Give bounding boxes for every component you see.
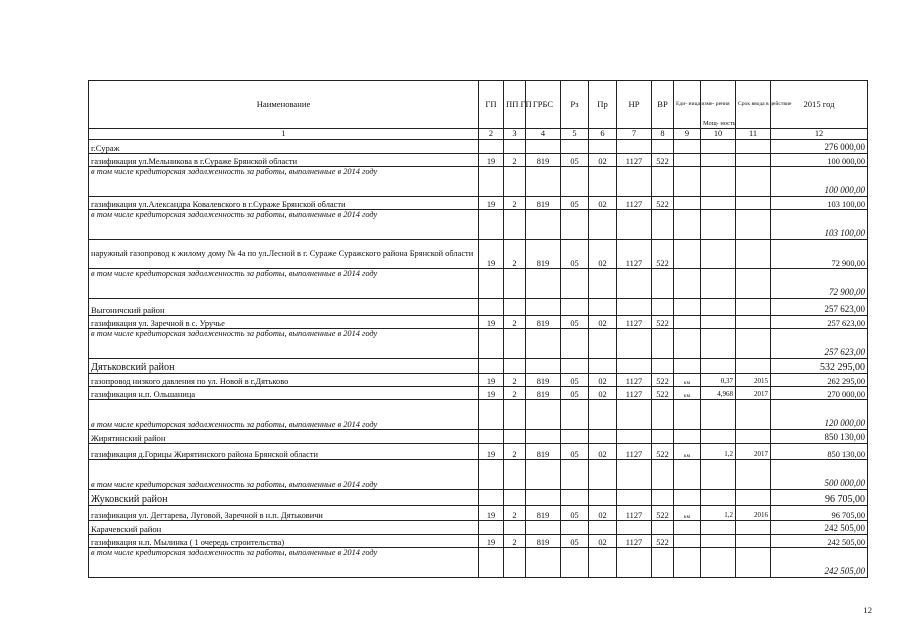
item-unit: км [674, 444, 701, 460]
item-name: газификация ул. Дегтарева, Луговой, Заречной в н.п. Дятьковичи [89, 506, 479, 521]
item-name: газификация н.п. Мылинка ( 1 очередь строительства) [89, 535, 479, 548]
item-term: 2016 [736, 506, 771, 521]
header-pr: Пр [589, 81, 617, 129]
item-unit: км [674, 374, 701, 387]
region-name: Карачевский район [89, 521, 479, 535]
item-ppgp: 2 [504, 535, 526, 548]
item-rz: 05 [561, 535, 589, 548]
region-row [89, 299, 868, 316]
column-number: 6 [589, 129, 617, 140]
item-ppgp: 2 [504, 197, 526, 210]
column-number: 4 [526, 129, 561, 140]
region-name: Дятьковский район [89, 359, 479, 374]
header-name: Наименование [89, 81, 479, 129]
item-capacity: 0,37 [701, 374, 736, 387]
item-term: 2015 [736, 374, 771, 387]
item-grbs: 819 [526, 506, 561, 521]
column-number: 10 [701, 129, 736, 140]
item-capacity: 4,968 [701, 387, 736, 400]
region-name: Жуковский район [89, 490, 479, 506]
table-row [89, 240, 868, 269]
region-name: Выгоничский район [89, 299, 479, 316]
item-grbs: 819 [526, 154, 561, 167]
item-name: газификация ул.Александра Ковалевского в г.Сураже Брянской области [89, 197, 479, 210]
item-vr: 522 [652, 535, 674, 548]
item-grbs: 819 [526, 444, 561, 460]
header-gp: ГП [479, 81, 504, 129]
item-name: газификация ул.Мельникова в г.Сураже Брянской области [89, 154, 479, 167]
region-total: 276 000,00 [771, 140, 868, 154]
header-year: 2015 год [771, 81, 868, 129]
item-vr: 522 [652, 387, 674, 400]
item-ppgp: 2 [504, 387, 526, 400]
item-grbs: 819 [526, 240, 561, 269]
credit-note: в том числе кредиторская задолженность за работы, выполненные в 2014 году [89, 210, 479, 240]
item-vr: 522 [652, 506, 674, 521]
item-term: 2017 [736, 387, 771, 400]
credit-row [89, 167, 868, 197]
header-capacity: Мощ- ность [701, 81, 736, 129]
item-name: газификация н.п. Ольшаница [89, 387, 479, 400]
region-name: Жирятинский район [89, 430, 479, 444]
item-name: газопровод низкого давления по ул. Новой в г.Дятьково [89, 374, 479, 387]
item-gp: 19 [479, 316, 504, 329]
credit-note: в том числе кредиторская задолженность за работы, выполненные в 2014 году [89, 460, 479, 490]
item-nr: 1127 [617, 316, 652, 329]
column-number: 9 [674, 129, 701, 140]
item-vr: 522 [652, 316, 674, 329]
item-amount: 850 130,00 [771, 444, 868, 460]
item-amount: 242 505,00 [771, 535, 868, 548]
credit-note: в том числе кредиторская задолженность за работы, выполненные в 2014 году [89, 269, 479, 299]
item-name: газификация д.Горицы Жирятинского района Брянской области [89, 444, 479, 460]
item-grbs: 819 [526, 316, 561, 329]
item-amount: 72 900,00 [771, 240, 868, 269]
table-row [89, 535, 868, 548]
item-ppgp: 2 [504, 374, 526, 387]
table-row [89, 316, 868, 329]
region-row [89, 430, 868, 444]
item-capacity: 1,2 [701, 444, 736, 460]
item-unit: км [674, 387, 701, 400]
item-pr: 02 [589, 444, 617, 460]
column-number: 5 [561, 129, 589, 140]
item-pr: 02 [589, 506, 617, 521]
credit-amount: 257 623,00 [771, 329, 868, 359]
column-number: 3 [504, 129, 526, 140]
item-amount: 100 000,00 [771, 154, 868, 167]
item-rz: 05 [561, 316, 589, 329]
item-nr: 1127 [617, 154, 652, 167]
item-grbs: 819 [526, 387, 561, 400]
region-row [89, 359, 868, 374]
item-vr: 522 [652, 444, 674, 460]
item-gp: 19 [479, 197, 504, 210]
header-rz: Рз [561, 81, 589, 129]
item-vr: 522 [652, 240, 674, 269]
item-gp: 19 [479, 240, 504, 269]
item-vr: 522 [652, 197, 674, 210]
header-nr: НР [617, 81, 652, 129]
item-pr: 02 [589, 154, 617, 167]
item-amount: 96 705,00 [771, 506, 868, 521]
region-row [89, 140, 868, 154]
credit-amount: 500 000,00 [771, 460, 868, 490]
item-pr: 02 [589, 316, 617, 329]
region-row [89, 521, 868, 535]
credit-note: в том числе кредиторская задолженность за работы, выполненные в 2014 году [89, 167, 479, 197]
credit-row [89, 460, 868, 490]
header-unit: Еди- ница изме- рения [674, 81, 701, 129]
item-amount: 270 000,00 [771, 387, 868, 400]
item-rz: 05 [561, 240, 589, 269]
table-row [89, 444, 868, 460]
region-name: г.Сураж [89, 140, 479, 154]
item-rz: 05 [561, 154, 589, 167]
table-row [89, 387, 868, 400]
column-number: 11 [736, 129, 771, 140]
item-term: 2017 [736, 444, 771, 460]
column-number: 7 [617, 129, 652, 140]
item-gp: 19 [479, 535, 504, 548]
region-total: 532 295,00 [771, 359, 868, 374]
item-ppgp: 2 [504, 240, 526, 269]
item-name: газификация ул. Заречной в с. Уручье [89, 316, 479, 329]
item-amount: 262 295,00 [771, 374, 868, 387]
item-nr: 1127 [617, 197, 652, 210]
column-number-row [89, 129, 868, 140]
column-number: 2 [479, 129, 504, 140]
column-number: 8 [652, 129, 674, 140]
item-pr: 02 [589, 535, 617, 548]
item-grbs: 819 [526, 374, 561, 387]
credit-note: в том числе кредиторская задолженность за работы, выполненные в 2014 году [89, 548, 479, 578]
region-total: 242 505,00 [771, 521, 868, 535]
item-gp: 19 [479, 374, 504, 387]
credit-note: в том числе кредиторская задолженность за работы, выполненные в 2014 году [89, 329, 479, 359]
item-rz: 05 [561, 387, 589, 400]
item-rz: 05 [561, 374, 589, 387]
header-grbs: ГРБС [526, 81, 561, 129]
item-grbs: 819 [526, 535, 561, 548]
credit-amount: 120 000,00 [771, 400, 868, 430]
item-nr: 1127 [617, 506, 652, 521]
budget-table [88, 80, 868, 578]
item-nr: 1127 [617, 444, 652, 460]
item-rz: 05 [561, 506, 589, 521]
region-row [89, 490, 868, 506]
item-ppgp: 2 [504, 154, 526, 167]
item-rz: 05 [561, 444, 589, 460]
item-vr: 522 [652, 154, 674, 167]
item-pr: 02 [589, 387, 617, 400]
item-gp: 19 [479, 154, 504, 167]
credit-note: в том числе кредиторская задолженность за работы, выполненные в 2014 году [89, 400, 479, 430]
credit-row [89, 269, 868, 299]
credit-row [89, 210, 868, 240]
credit-row [89, 400, 868, 430]
item-ppgp: 2 [504, 506, 526, 521]
credit-row [89, 329, 868, 359]
item-vr: 522 [652, 374, 674, 387]
region-total: 850 130,00 [771, 430, 868, 444]
item-nr: 1127 [617, 387, 652, 400]
item-gp: 19 [479, 444, 504, 460]
credit-amount: 72 900,00 [771, 269, 868, 299]
credit-row [89, 548, 868, 578]
item-gp: 19 [479, 506, 504, 521]
item-nr: 1127 [617, 535, 652, 548]
table-row [89, 197, 868, 210]
item-ppgp: 2 [504, 316, 526, 329]
item-pr: 02 [589, 240, 617, 269]
header-ppgp: ПП ГП [504, 81, 526, 129]
item-amount: 103 100,00 [771, 197, 868, 210]
item-pr: 02 [589, 374, 617, 387]
item-grbs: 819 [526, 197, 561, 210]
header-vr: ВР [652, 81, 674, 129]
credit-amount: 242 505,00 [771, 548, 868, 578]
item-pr: 02 [589, 197, 617, 210]
header-row [89, 81, 868, 129]
item-ppgp: 2 [504, 444, 526, 460]
item-nr: 1127 [617, 374, 652, 387]
table-row [89, 506, 868, 521]
column-number: 1 [89, 129, 479, 140]
region-total: 96 705,00 [771, 490, 868, 506]
credit-amount: 103 100,00 [771, 210, 868, 240]
item-nr: 1127 [617, 240, 652, 269]
item-name: наружный газопровод к жилому дому № 4а по ул.Лесной в г. Сураже Суражского района Брянской области [89, 240, 479, 269]
column-number: 12 [771, 129, 868, 140]
item-unit: км [674, 506, 701, 521]
header-term: Срок ввода в действие [736, 81, 771, 129]
item-rz: 05 [561, 197, 589, 210]
item-gp: 19 [479, 387, 504, 400]
table-row [89, 154, 868, 167]
item-amount: 257 623,00 [771, 316, 868, 329]
credit-amount: 100 000,00 [771, 167, 868, 197]
region-total: 257 623,00 [771, 299, 868, 316]
table-row [89, 374, 868, 387]
page-number: 12 [863, 605, 872, 615]
item-capacity: 1,2 [701, 506, 736, 521]
